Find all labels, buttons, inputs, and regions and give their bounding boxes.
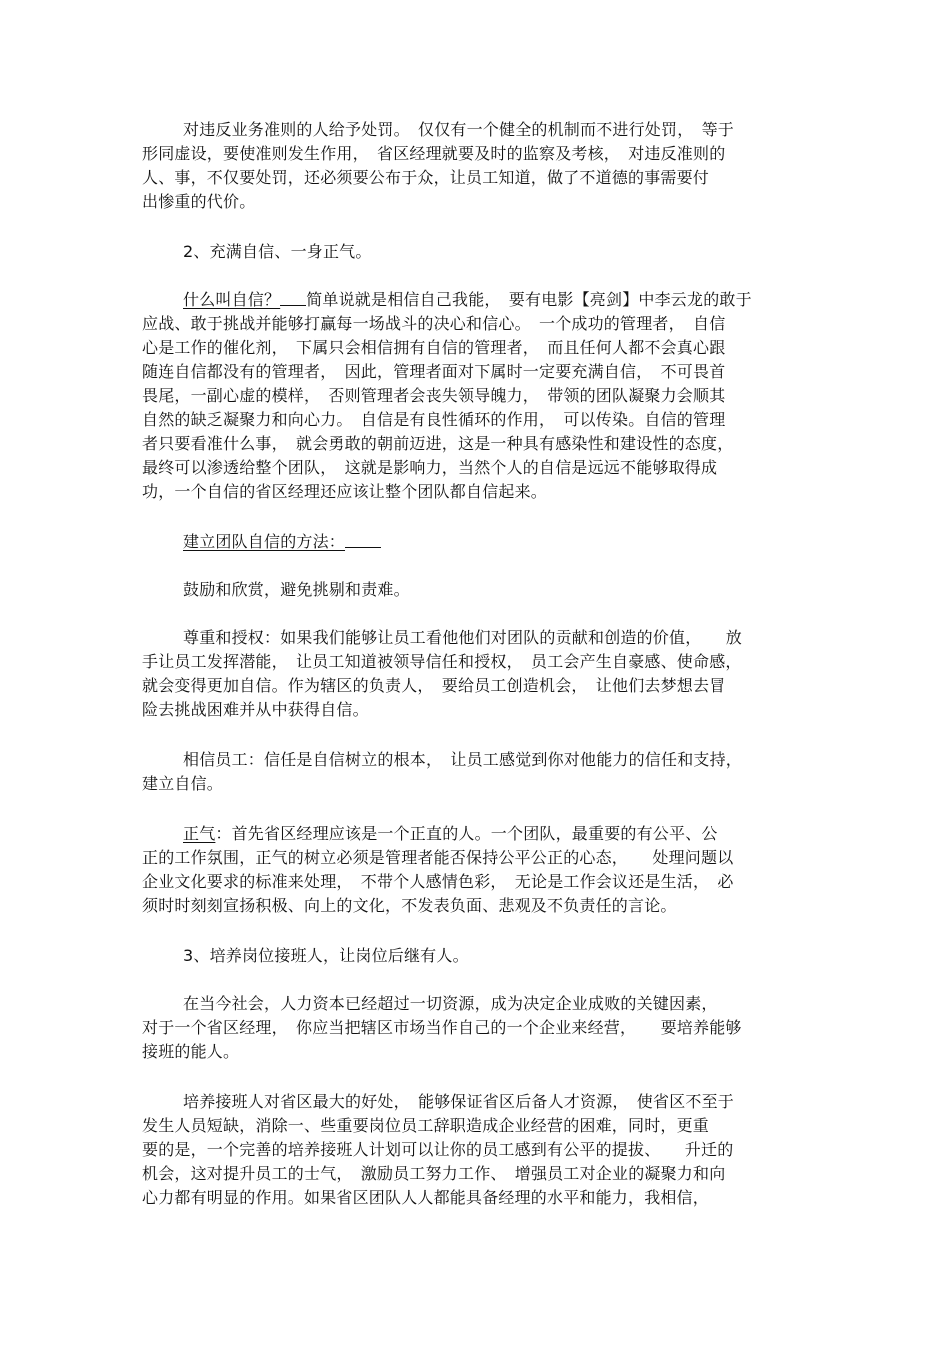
integrity-paragraph-line-4: 须时时刻刻宣扬积极、向上的文化，不发表负面、悲观及不负责任的言论。 [142, 896, 677, 915]
encourage-paragraph: 鼓励和欣赏，避免挑剔和责难。 [183, 580, 410, 599]
confidence-paragraph-line-8: 最终可以渗透给整个团队， 这就是影响力，当然个人的自信是远远不能够取得成 [142, 458, 718, 477]
confidence-paragraph-line-1 [183, 288, 813, 312]
section-heading-2: 2、充满自信、一身正气。 [183, 242, 372, 261]
successor-paragraph-line-1: 培养接班人对省区最大的好处， 能够保证省区后备人才资源， 使省区不至于 [183, 1092, 735, 1111]
paragraph-1-line-4: 出惨重的代价。 [142, 192, 256, 211]
confidence-paragraph-line-9: 功，一个自信的省区经理还应该让整个团队都自信起来。 [142, 482, 548, 501]
integrity-text-1: ：首先省区经理应该是一个正直的人。一个团队，最重要的有公平、公 [215, 824, 718, 843]
team-confidence-methods-heading [183, 530, 813, 554]
respect-paragraph-line-3: 就会变得更加自信。作为辖区的负责人， 要给员工创造机会， 让他们去梦想去冒 [142, 676, 726, 695]
confidence-question-lead: 什么叫自信？ [183, 290, 281, 309]
society-paragraph-line-3: 接班的能人。 [142, 1042, 240, 1061]
confidence-paragraph-text-1: 简单说就是相信自己我能， 要有电影【亮剑】中李云龙的敢于 [306, 290, 752, 309]
paragraph-1-line-1: 对违反业务准则的人给予处罚。 仅仅有一个健全的机制而不进行处罚， 等于 [183, 120, 735, 139]
underline-blank [280, 288, 306, 306]
confidence-paragraph-line-3: 心是工作的催化剂， 下属只会相信拥有自信的管理者， 而且任何人都不会真心跟 [142, 338, 726, 357]
society-paragraph-line-1: 在当今社会，人力资本已经超过一切资源，成为决定企业成败的关键因素， [183, 994, 718, 1013]
confidence-paragraph-line-2: 应战、敢于挑战并能够打赢每一场战斗的决心和信心。 一个成功的管理者， 自信 [142, 314, 726, 333]
successor-paragraph-line-5: 心力都有明显的作用。如果省区团队人人都能具备经理的水平和能力，我相信， [142, 1188, 710, 1207]
respect-paragraph-line-4: 险去挑战困难并从中获得自信。 [142, 700, 369, 719]
trust-paragraph-line-1: 相信员工：信任是自信树立的根本， 让员工感觉到你对他能力的信任和支持， [183, 750, 743, 769]
respect-paragraph-line-1: 尊重和授权：如果我们能够让员工看他他们对团队的贡献和创造的价值， 放 [183, 628, 743, 647]
successor-paragraph-line-3: 要的是，一个完善的培养接班人计划可以让你的员工感到有公平的提拔、 升迁的 [142, 1140, 734, 1159]
underline-blank [345, 530, 381, 548]
integrity-paragraph-line-2: 正的工作氛围，正气的树立必须是管理者能否保持公平公正的心态， 处理问题以 [142, 848, 734, 867]
methods-heading-text: 建立团队自信的方法： [183, 532, 346, 551]
confidence-paragraph-line-4: 随连自信都没有的管理者， 因此，管理者面对下属时一定要充满自信， 不可畏首 [142, 362, 726, 381]
trust-paragraph-line-2: 建立自信。 [142, 774, 224, 793]
confidence-paragraph-line-6: 自然的缺乏凝聚力和向心力。 自信是有良性循环的作用， 可以传染。自信的管理 [142, 410, 726, 429]
integrity-paragraph-line-1 [183, 822, 813, 846]
confidence-paragraph-line-5: 畏尾，一副心虚的模样， 否则管理者会丧失领导魄力， 带领的团队凝聚力会顺其 [142, 386, 726, 405]
successor-paragraph-line-2: 发生人员短缺，消除一、些重要岗位员工辞职造成企业经营的困难，同时，更重 [142, 1116, 710, 1135]
paragraph-1-line-2: 形同虚设，要使准则发生作用， 省区经理就要及时的监察及考核， 对违反准则的 [142, 144, 726, 163]
integrity-paragraph-line-3: 企业文化要求的标准来处理， 不带个人感情色彩， 无论是工作会议还是生活， 必 [142, 872, 734, 891]
paragraph-1-line-3: 人、事，不仅要处罚，还必须要公布于众，让员工知道，做了不道德的事需要付 [142, 168, 710, 187]
successor-paragraph-line-4: 机会，这对提升员工的士气， 激励员工努力工作、 增强员工对企业的凝聚力和向 [142, 1164, 726, 1183]
confidence-paragraph-line-7: 者只要看准什么事， 就会勇敢的朝前迈进，这是一种具有感染性和建设性的态度， [142, 434, 734, 453]
respect-paragraph-line-2: 手让员工发挥潜能， 让员工知道被领导信任和授权， 员工会产生自豪感、使命感， [142, 652, 742, 671]
section-heading-3: 3、培养岗位接班人，让岗位后继有人。 [183, 946, 469, 965]
integrity-lead: 正气 [183, 824, 216, 843]
society-paragraph-line-2: 对于一个省区经理， 你应当把辖区市场当作自己的一个企业来经营， 要培养能够 [142, 1018, 742, 1037]
